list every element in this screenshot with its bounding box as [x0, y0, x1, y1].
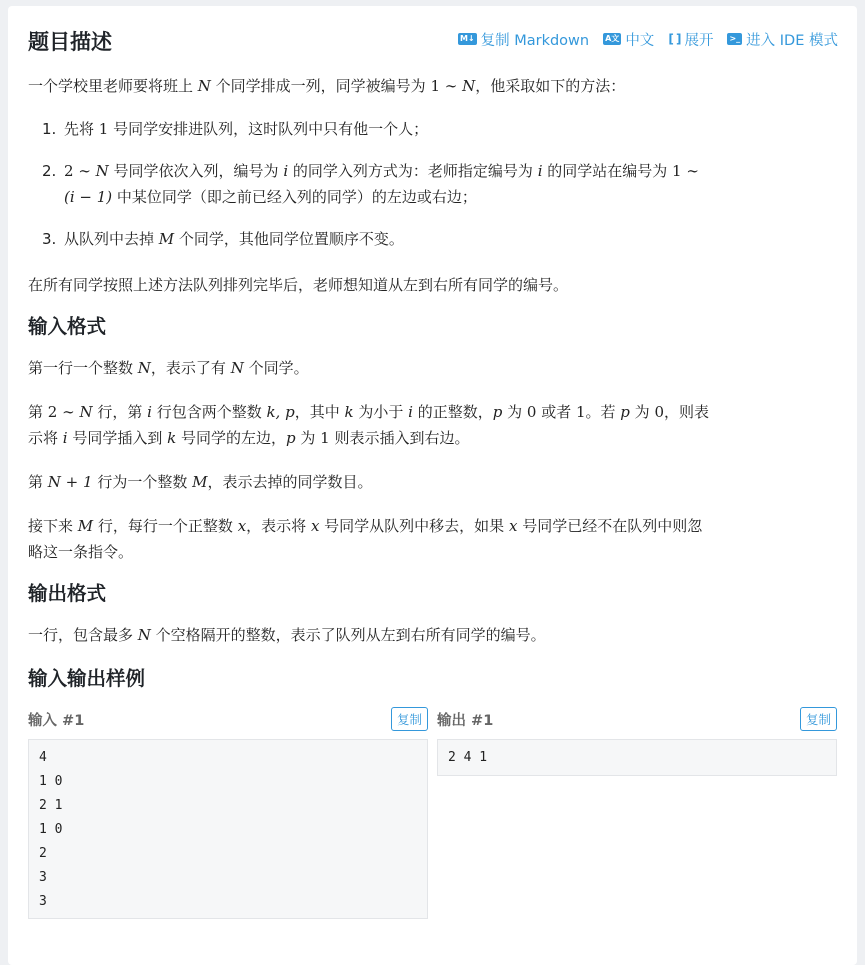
description-closing: 在所有同学按照上述方法队列排列完毕后，老师想知道从左到右所有同学的编号。 [28, 276, 569, 294]
input-format-p1: 第一行一个整数 N，表示了有 N 个同学。 [28, 359, 309, 377]
expand-button[interactable] [668, 29, 713, 50]
input-format-p2: 第 2 ∼ N 行，第 i 行包含两个整数 k, p，其中 k 为小于 i 的正整数，p 为 0 或者 1。若 p 为 0，则表 示将 i 号同学插入到 k 号同学的左边，p 为 1 则表示插入到右边。 [28, 403, 710, 447]
sample-output [437, 704, 837, 919]
terminal-icon: >_ [729, 34, 741, 43]
ide-mode-label: 进入 IDE 模式 [746, 32, 838, 49]
ide-mode-button[interactable] [727, 29, 838, 50]
input-format-title: 输入格式 [28, 315, 107, 338]
procedure-list [28, 116, 838, 252]
problem-header [28, 6, 838, 62]
copy-output-button[interactable]: 复制 [800, 707, 837, 731]
page-title: 题目描述 [28, 30, 112, 54]
expand-icon: [ ] [668, 32, 681, 46]
sample-input [28, 704, 428, 919]
copy-input-button[interactable]: 复制 [391, 707, 428, 731]
sample-input-label: 输入 #1 [28, 712, 85, 729]
samples-container [28, 704, 838, 919]
copy-markdown-label: 复制 Markdown [480, 32, 590, 49]
translate-icon: A文 [605, 34, 620, 43]
input-format-p3: 第 N + 1 行为一个整数 M，表示去掉的同学数目。 [28, 473, 373, 491]
toolbar [458, 29, 838, 50]
markdown-icon: M↓ [459, 34, 475, 43]
sample-output-label: 输出 #1 [437, 712, 494, 729]
input-format-p4: 接下来 M 行，每行一个正整数 x，表示将 x 号同学从队列中移去，如果 x 号同学已经不在队列中则忽 略这一条指令。 [28, 517, 703, 561]
problem-card [8, 6, 857, 965]
output-format-title: 输出格式 [28, 582, 107, 605]
description-intro: 一个学校里老师要将班上 N 个同学排成一列，同学被编号为 1 ∼ N，他采取如下的方法： [28, 77, 626, 95]
list-item: 1. 先将 1 号同学安排进队列，这时队列中只有他一个人； [42, 120, 429, 138]
list-item: 3. 从队列中去掉 M 个同学，其他同学位置顺序不变。 [42, 230, 404, 248]
copy-markdown-button[interactable] [458, 29, 589, 50]
language-button[interactable] [603, 29, 654, 50]
sample-output-header [437, 704, 837, 734]
list-item: 2. 2 ∼ N 号同学依次入列，编号为 i 的同学入列方式为：老师指定编号为 i 的同学站在编号为 1 ∼ (i − 1) 中某位同学（即之前已经入列的同学）的左边或右边； [42, 162, 699, 206]
output-format-p: 一行，包含最多 N 个空格隔开的整数，表示了队列从左到右所有同学的编号。 [28, 626, 546, 644]
language-label: 中文 [625, 32, 655, 49]
sample-output-code[interactable]: 2 4 1 [437, 739, 837, 776]
sample-input-header [28, 704, 428, 734]
sample-input-code[interactable]: 4 1 0 2 1 1 0 2 3 3 [28, 739, 428, 919]
expand-label: 展开 [684, 32, 714, 49]
samples-title: 输入输出样例 [28, 667, 146, 690]
